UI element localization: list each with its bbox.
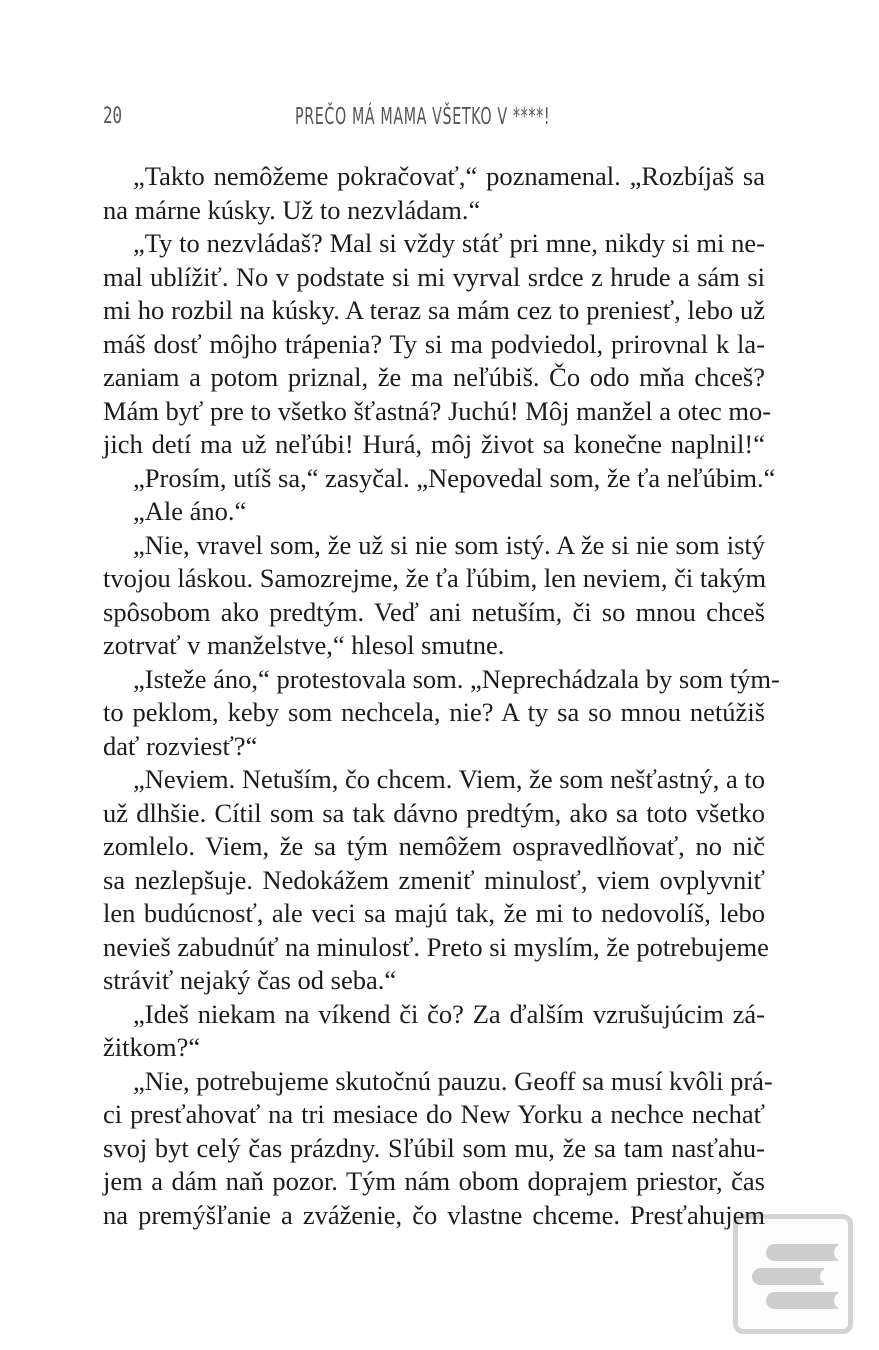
text-line: stráviť nejaký čas od seba.“ bbox=[103, 965, 397, 995]
book-icon bbox=[766, 1244, 838, 1261]
text-line: „Ale áno.“ bbox=[133, 496, 247, 526]
book-icon bbox=[752, 1268, 824, 1285]
book-icon bbox=[766, 1292, 838, 1309]
text-line: sa nezlepšuje. Nedokážem zmeniť minulosť, viem ovplyvniť bbox=[103, 864, 765, 895]
text-line: mal ublížiť. No v podstate si mi vyrval srdce z hrude a sám si bbox=[103, 261, 765, 292]
text-line: „Takto nemôžeme pokračovať,“ poznamenal. „Rozbíjaš sa bbox=[133, 161, 765, 191]
books-watermark-icon bbox=[733, 1214, 853, 1334]
text-line: mi ho rozbil na kúsky. A teraz sa mám cez to preniesť, lebo už bbox=[103, 295, 765, 325]
text-line: „Ideš niekam na víkend či čo? Za ďalším vzrušujúcim zá- bbox=[133, 998, 765, 1029]
text-line: tvojou láskou. Samozrejme, že ťa ľúbim, len neviem, či takým bbox=[103, 563, 767, 593]
text-line: jich detí ma už neľúbi! Hurá, môj život sa konečne naplnil!“ bbox=[103, 429, 765, 459]
text-line: spôsobom ako predtým. Veď ani netuším, či so mnou chceš bbox=[103, 596, 765, 627]
text-line: Mám byť pre to všetko šťastná? Juchú! Môj manžel a otec mo- bbox=[103, 395, 772, 426]
text-line: ci presťahovať na tri mesiace do New Yorku a nechce nechať bbox=[103, 1099, 765, 1129]
text-line: „Isteže áno,“ protestovala som. „Neprechádzala by som tým- bbox=[133, 663, 780, 694]
text-line: žitkom?“ bbox=[103, 1032, 201, 1062]
text-line: máš dosť môjho trápenia? Ty si ma podviedol, prirovnal k la- bbox=[103, 328, 765, 359]
text-line: svoj byt celý čas prázdny. Sľúbil som mu, že sa tam nasťahu- bbox=[103, 1132, 765, 1163]
text-line: „Ty to nezvládaš? Mal si vždy stáť pri mne, nikdy si mi ne- bbox=[133, 228, 765, 258]
text-line: nevieš zabudnúť na minulosť. Preto si myslím, že potrebujeme bbox=[103, 931, 769, 962]
text-line: „Neviem. Netuším, čo chcem. Viem, že som nešťastný, a to bbox=[133, 764, 765, 794]
text-line: dať rozviesť?“ bbox=[103, 730, 258, 761]
text-line: už dlhšie. Cítil som sa tak dávno predtým, ako sa toto všetko bbox=[103, 797, 765, 828]
text-line: to peklom, keby som nechcela, nie? A ty sa so mnou netúžiš bbox=[103, 697, 765, 727]
text-line: len budúcnosť, ale veci sa majú tak, že mi to nedovolíš, lebo bbox=[103, 898, 765, 928]
text-line: „Nie, potrebujeme skutočnú pauzu. Geoff sa musí kvôli prá- bbox=[133, 1065, 773, 1096]
text-line: „Prosím, utíš sa,“ zasyčal. „Nepovedal som, že ťa neľúbim.“ bbox=[133, 462, 776, 493]
page-number: 20 bbox=[103, 104, 123, 129]
text-line: na premýšľanie a zváženie, čo vlastne chceme. Presťahujem bbox=[103, 1199, 765, 1230]
body-text bbox=[103, 160, 780, 1232]
text-line: zaniam a potom priznal, že ma neľúbiš. Čo odo mňa chceš? bbox=[103, 362, 765, 392]
book-title: PREČO MÁ MAMA VŠETKO V ****! bbox=[295, 104, 551, 130]
text-line: zotrvať v manželstve,“ hlesol smutne. bbox=[103, 630, 505, 660]
text-line: „Nie, vravel som, že už si nie som istý. A že si nie som istý bbox=[133, 529, 765, 560]
text-line: na márne kúsky. Už to nezvládam.“ bbox=[103, 194, 481, 225]
text-line: zomlelo. Viem, že sa tým nemôžem ospravedlňovať, no nič bbox=[103, 831, 765, 861]
text-line: jem a dám naň pozor. Tým nám obom doprajem priestor, čas bbox=[103, 1166, 765, 1196]
running-head bbox=[103, 104, 763, 136]
